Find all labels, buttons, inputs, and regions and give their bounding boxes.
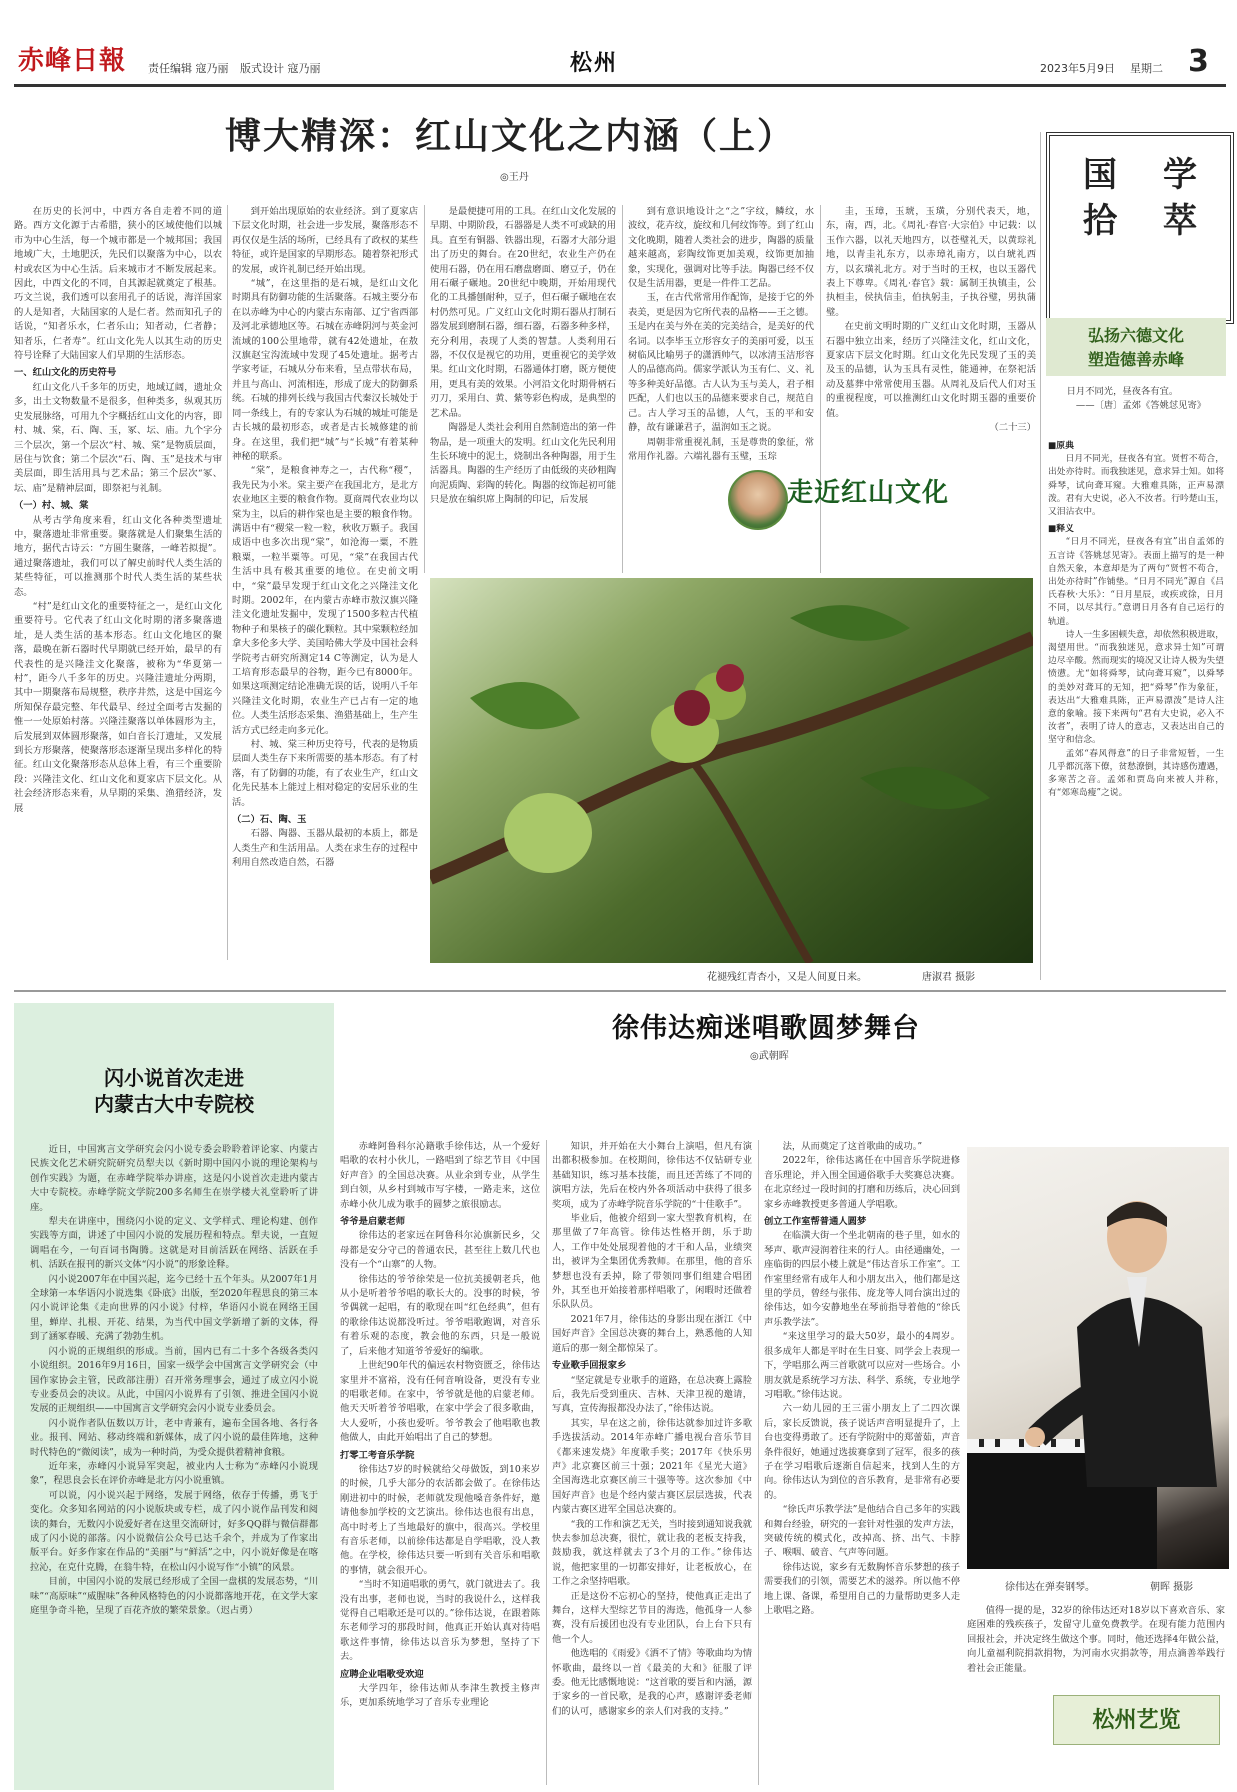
paragraph: 六一幼儿园的王三雷小朋友上了二四次课后，家长反馈说，孩子说话声音明显提升了，上台也变得勇敢了。还有学院附中的郑蕾茹，声音条件很好，她通过选拔赛拿到了冠军，很多的孩子在学习唱歌后逐渐自信起来，找到人生的方向。徐伟达认为到位的音乐教育，是非常有必要的。 [764, 1403, 960, 1501]
guoxue-char: 国 [1083, 155, 1117, 195]
paragraph: “来这里学习的最大50岁，最小的4周岁。很多成年人都是平时在生日宴、同学会上表现一下，学唱那么两三首歌就可以应对一些场合。小朋友就是系统学习方法、科学、系统，专业地学习唱歌。”徐伟达说。 [764, 1331, 960, 1400]
series-number: （二十三） [989, 422, 1036, 434]
paragraph: 他选唱的《雨爱》《洒不了情》等歌曲均为情怀歌曲，最终以一首《最美的大和》征服了评委。他无比感慨地说：“这首歌的要旨和内涵，源于家乡的一首民歌，是我的心声，感谢评委老师们的认可，感谢家乡的亲人们对我的支持。” [552, 1648, 752, 1717]
article1-col3 [430, 205, 616, 573]
pianist-illustration [967, 1147, 1229, 1569]
article1-byline: ◎王丹 [500, 172, 529, 183]
paragraph: 闪小说的正规组织的形成。当前，国内已有二十多个各级各类闪小说组织。2016年9月16日，国家一级学会中国寓言文学研究会（中国作家协会主管，民政部注册）召开常务理事会，通过了成立闪小说专业委员会的决议。从此，中国闪小说界有了引领、推进全国闪小说发展的正规组织——中国寓言文学研究会闪小说专业委员会。 [30, 1345, 318, 1415]
paragraph: 圭，玉璋，玉琥，玉璜，分别代表天，地，东，南，西，北。《周礼·春官·大宗伯》中记载：以玉作六器，以礼天地四方，以苍璧礼天，以黄琮礼地，以青圭礼东方，以赤璋礼南方，以白琥礼西方，以玄璜礼北方。对于当时的王权，也以玉器代表上下尊卑。《周礼·春官》载：属制王执镇圭，公执桓圭，侯执信圭，伯执躬圭，子执谷璧，男执蒲璧。 [826, 206, 1036, 318]
flash-fiction-panel [14, 1003, 334, 1790]
paragraph: 在史前文明时期的广义红山文化时期，玉器从石器中独立出来，经历了兴隆洼文化，红山文化，夏家店下层文化时期。红山文化先民发现了玉的美及玉的品德，认为玉具有灵性，能通神，在祭祀活动及墓葬中常常使用玉器。从周礼及后代人们对玉的重视程度，可以推测红山文化时期玉器的重要价值。 [826, 321, 1036, 419]
apricot-branch-illustration [430, 578, 1033, 963]
photo1-credit: 唐淑君 摄影 [922, 972, 976, 983]
issue-date: 2023年5月9日 [1040, 62, 1115, 75]
paragraph: 2022年，徐伟达离任在中国音乐学院进修音乐理论，并入围全国通俗歌手大奖赛总决赛。在北京经过一段时间的打磨和历练后，决心回到家乡赤峰教授更多普通人学唱歌。 [764, 1155, 960, 1210]
article2-body [30, 1143, 318, 1763]
apricot-photo [430, 578, 1033, 963]
sidebar-divider [1040, 132, 1041, 980]
editor-credit: 责任编辑 寇乃丽 [148, 62, 229, 75]
paragraph: 近年来，赤峰闪小说异军突起，被业内人士称为“赤峰闪小说现象”，程思良会长在评价赤峰是北方闪小说重镇。 [30, 1460, 318, 1487]
pianist-photo [967, 1147, 1229, 1569]
paragraph: “徐氏声乐教学法”是他结合自己多年的实践和舞台经验，研究的一套针对性强的发声方法，突破传统的模式化，改掉高、挤、出气、卡脖子、喉咽、破音、气声等问题。 [764, 1504, 960, 1559]
guoxue-char: 拾 [1083, 201, 1117, 241]
article1-headline: 博大精深：红山文化之内涵（上） [225, 115, 796, 157]
column-divider [758, 1140, 759, 1785]
paragraph: 徐伟达说，家乡有无数胸怀音乐梦想的孩子需要我们的引领，需要艺术的滋养。所以他不停地上课、备课，希望用自己的力量帮助更多人走上歌唱之路。 [764, 1561, 960, 1616]
column-divider [424, 205, 425, 573]
guoxue-source: ——〔唐〕孟郊《答姚怤见寄》 [1075, 400, 1207, 412]
photo2-credit: 朝晖 摄影 [1150, 1582, 1194, 1593]
column-divider [622, 205, 623, 573]
paragraph: 犁夫在讲座中，围绕闪小说的定义、文学样式、理论构建、创作实践等方面，讲述了中国闪小说的发展历程和特点。犁夫说，一直短调唱在今，一句百词书陶腾。这就是对目前活跃在网络、活跃在手机、活跃在报刊的新兴文体“闪小说”的形象诠释。 [30, 1216, 318, 1271]
subheading: 创立工作室帮普通人圆梦 [764, 1216, 867, 1228]
paragraph: 在历史的长河中，中西方各自走着不同的道路。西方文化源于古希腊，狭小的区域使他们以城市为中心生活，每一个城市都是一个城邦国；我国地域广大，土地肥沃，先民们以聚落为中心，以农村或农区为中心生活。后来城市才不断发展起来。因此，中西文化的不同，自其源起就奠定了根基。巧文兰说，我们透可以套用孔子的话说，海洋国家的人是知者，大陆国家的人是仁者。然而知孔子的话说，“知者乐水，仁者乐山；知者动，仁者静；知者乐，仁者寿”。红山文化先人以其生动的历史符号诠释了大陆国家人们早期的生活形态。 [14, 206, 222, 362]
paragraph: 徐伟达7岁的时候就给父母做饭，到10来岁的时候，几乎大部分的农活都会做了。在徐伟达刚进初中的时候，老师就发现他嗓音条件好，邀请他参加学校的文艺演出。徐伟达也很有出息，高中时考上了当地最好的旗中，很高兴。学校里有音乐老师，以前徐伟达都是自学唱歌，没人教他。在学校，徐伟达只要一听到有关音乐和唱歌的事情，就会很开心。 [340, 1463, 540, 1576]
paragraph: 目前，中国闪小说的发展已经形成了全国一盘棋的发展态势，“川味”“高原味”“威腥味”各种风格特色的闪小说都落地开花，在文学大家庭里争奇斗艳，呈现了百花齐放的繁荣景象。（迟占勇） [30, 1576, 318, 1616]
paragraph: 徐伟达的爷爷徐荣是一位抗美援朝老兵，他从小是听着爷爷唱的歌长大的。没事的时候，爷爷偶就一起唱，有的歌现在叫“红色经典”，但有的歌徐伟达说都没听过。爷爷唱歌跑调，对音乐有着乐观的态度，教会他的东西，只是一般说了，后来他才知道爷爷爱好的编歌。 [340, 1273, 540, 1357]
explain-paragraph: 孟郊“春风得意”的日子非常短暂，一生几乎都沉落下僚，贫愁潦倒，其诗感伤遭遇，多寒苦之音。孟郊和贾岛向来被人并称，有“郊寒岛瘦”之说。 [1048, 748, 1224, 799]
article3-headline: 徐伟达痴迷唱歌圆梦舞台 [612, 1013, 920, 1044]
paragraph: 从考古学角度来看，红山文化各种类型遗址中，聚落遗址非常重要。聚落就是人们聚集生活的地方，据代古诗云：“方圆生聚落，一峰若拟提”。通过聚落遗址，我们可以了解史前时代人类生活的某些特征，可以推测那个时代人类生活的某些状态。 [14, 514, 222, 598]
photo1-caption: 花褪残红青杏小，又是人间夏日来。 [707, 972, 867, 983]
paragraph: “城”，在这里指的是石城，是红山文化时期具有防御功能的生活聚落。石城主要分布在以赤峰为中心的内蒙古东南部、辽宁省西部及河北承德地区等。石城在赤峰阴河与英金河流域的100公里地带，就有42处遗址，在敖汉旗赵宝沟流域中发现了45处遗址。据考古学家考证，石城从分布来看，呈点带状布局，并且与高山、河流相连，形成了庞大的防御系统。石城的排列长线与我国古代秦汉长城处于同一条线上，有的专家认为石城的城址可能是古长城的最初形态，或者是古长城修建的前身。在这里，我们把“城”与“长城”有着某种神秘的联系。 [232, 278, 418, 462]
subheading: （二）石、陶、玉 [232, 814, 307, 826]
article1-col2 [232, 205, 418, 960]
paragraph: 村、城、棠三种历史符号，代表的是物质层面人类生存下来所需要的基本形态。有了村落，有了防御的功能，有了农业生产，红山文化先民基本上能过上相对稳定的安居乐业的生活。 [232, 739, 418, 808]
original-text: 日月不同光，昼夜各有宜。贤哲不苟合，出处亦待时。而我独迷见，意求异士知。如将舜琴，试向聋耳窥。大雅难具陈，正声易漂泼。君有大史说，必入不汝者。行吟楚山玉，又泪沾衣中。 [1048, 454, 1224, 518]
columnist-avatar [728, 470, 788, 530]
paragraph: “当时不知道唱歌的勇气，就门就进去了。我没有出事，老师也说，当时的我说什么，这样我觉得自己唱歌还是可以的。”徐伟达说，在跟着陈东老师学习的那段时间，他真正开始认真对待唱歌这件事情，徐伟达以音乐为梦想，坚持了下去。 [340, 1579, 540, 1663]
section-title: 松州 [570, 50, 619, 76]
headline-line: 闪小说首次走进 [104, 1066, 244, 1090]
subheading: （一）村、城、棠 [14, 500, 89, 512]
subheading: 一、红山文化的历史符号 [14, 367, 117, 379]
explain-paragraph: 诗人一生多困顿失意，却依然积极进取，渴望用世。“而我独迷见，意求异士知”可谓边尽辛酸。然而现实的境况又让诗人极为失望愤懑。尤“如将舜琴，试向聋耳窥”，以舜琴的美妙对聋耳的无知，把“舜琴”作为象征，表达出“大雅难具陈，正声易漂泼”是诗人注意的象喻。接下来两句“君有大史说，必入不汝者”，表明了诗人的意志，又表达出自己的坚守和信念。 [1048, 629, 1224, 746]
slogan-line: 弘扬六德文化 [1087, 326, 1184, 345]
guoxue-body [1048, 440, 1224, 980]
slogan-banner [1046, 318, 1226, 376]
guoxue-char: 萃 [1163, 201, 1197, 241]
paragraph: 徐伟达的老家远在阿鲁科尔沁旗新民乡，父母都是安分守己的普通农民，甚至往上数几代也没有一个“山寨”的人物。 [340, 1230, 540, 1271]
paragraph: 近日，中国寓言文学研究会闪小说专委会聆聆着评论家、内蒙古民族文化艺术研究院研究员犁夫以《新时期中国闪小说的理论架构与创作实践》为题，在赤峰学院举办讲座，这是闪小说首次走进内蒙古大中专院校。赤峰学院文学院200多名师生在崇学楼大礼堂聆听了讲座。 [30, 1144, 318, 1213]
section-logo: 松州艺览 [1053, 1695, 1220, 1745]
paragraph: 赤峰阿鲁科尔沁籍歌手徐伟达，从一个爱好唱歌的农村小伙儿，一路唱到了综艺节目《中国好声音》的全国总决赛。从业余到专业，从学生到白领，从乡村到城市写字楼，一路走来，这位赤峰小伙儿成为歌手的圆梦之旅很励志。 [340, 1141, 540, 1210]
designer-credit: 版式设计 寇乃丽 [240, 62, 321, 75]
paragraph: 石器、陶器、玉器从最初的本质上，都是人类生产和生活用品。人类在求生存的过程中利用自然改造自然，石器 [232, 828, 418, 869]
paragraph: 是最便捷可用的工具。在红山文化发展的早期、中期阶段，石器器是人类不可或缺的用具。直至有铜器、铁器出现，石器才大部分退出了历史的舞台。在20世纪，农业生产仍在使用石器，仍在用石磨盘磨面、磨豆子，仍在用石碾子碾地。20世纪中晚期，开始用现代化的工具播刨耐种，豆子，但石碾子碾地在农村仍然可见。广义红山文化时期石器从打制石器发展到磨制石器，细石器，石器多种多样，充分利用，表现了人类的智慧。人类利用石器，不仅仅是视它的功用，更重视它的美学效果。红山文化时期，石器通体打磨，既方便使用，更具有美的效果。小河沿文化时期骨柄石刃刀，采用白、黄、紫等彩色构成，是典型的艺术品。 [430, 206, 616, 419]
paragraph: 值得一提的是，32岁的徐伟达还对18岁以下喜欢音乐、家庭困难的残疾孩子，发留守儿童免费教学。在现有能力范围内回报社会，并决定终生做这个事。同时，他还选择4年做公益，向儿童福利院捐款捐物，为河南水灾捐款等，用点滴善举践行着社会正能量。 [967, 1605, 1225, 1674]
paragraph: “坚定就是专业歌手的道路，在总决赛上露脸后，我先后受到重庆、吉林、天津卫视的邀请，写真，宣传海报都没办法了，”徐伟达说。 [552, 1374, 752, 1415]
paragraph: “棠”，是粮食神寿之一，古代称“稷”，我先民为小米。棠主要产在我国北方，是北方农业地区主要的粮食作物。夏商周代农业均以棠为主，以后的耕作棠也是主要的粮食作物。满语中有“稷棠一粒一粒，秋收万颗子。我国成语中也多次出现“棠”，如沧海一粟，不胜粮粟，一粒半粟等。可见，“棠”在我国古代生活中具有极其重要的地位。在史前文明中，“棠”最早发现于红山文化之兴隆洼文化时期。2002年，在内蒙古赤峰市敖汉旗兴隆洼文化遗址发掘中，发现了1500多粒古代植物种子和果核子的碳化颗粒。其中棠颗粒经加拿大多伦多大学、美国哈佛大学及中国社会科学院考古研究所测定14 C等测定，认为是人工培育形态最早的谷物，距今已有8000年。如果这项测定结论准确无误的话，说明八千年兴隆洼文化时期，农业生产已占有一定的地位。人类生活形态采集、渔猎基础上，生产生活方式已经走向多元化。 [232, 465, 418, 736]
subheading: 应聘企业唱歌受欢迎 [340, 1668, 424, 1680]
article1-col4 [628, 205, 814, 480]
paragraph: 到有意识地设计之“之”字纹，鳞纹，水波纹，花卉纹，旋纹和几何纹饰等。到了红山文化晚期，随着人类社会的进步，陶器的质量越来越高，彩陶纹饰更加美观，纹饰更加抽象，实现化，强调对比等手法。陶器已经不仅仅是生活用器，更是一件件工艺品。 [628, 206, 814, 290]
paragraph: 毕业后，他被介绍到一家大型教育机构，在那里做了7年高管。徐伟达性格开朗，乐于助人，工作中处处展现着他的才干和人品，业绩突出，被评为全集团优秀教师。在那里，他的音乐梦想也没有丢掉，除了带领同事们组建合唱团外，其至也开始接着那样唱歌了，闲暇时还做着乐队队员。 [552, 1213, 752, 1311]
guoxue-char: 学 [1163, 155, 1197, 195]
guoxue-quote-block [1048, 385, 1224, 430]
paragraph: 周朝非常重视礼制，玉是尊贵的象征，常常用作礼器。六端礼器有玉璧，玉琮 [628, 436, 814, 462]
paragraph: 闪小说2007年在中国兴起，迄今已经十五个年头。从2007年1月全球第一本华语闪小说选集《卧底》出版，至2020年程思良的第三本闪小说评论集《走向世界的闪小说》付梓，华语闪小说在网络王国里，蝉岸、扎根、开花、结果，为当代中国文学新增了新的文体，得到了涵冢春暖、充满了勃勃生机。 [30, 1273, 318, 1343]
column-divider [227, 205, 228, 960]
article3-col1 [340, 1140, 540, 1785]
paragraph: 2021年7月，徐伟达的身影出现在浙江《中国好声音》全国总决赛的舞台上，熟悉他的人知道后的那一刻全都惊呆了。 [552, 1313, 752, 1354]
article3-col2 [552, 1140, 752, 1785]
subheading: 专业歌手回报家乡 [552, 1360, 627, 1372]
paragraph: 大学四年，徐伟达师从李津生教授主修声乐，更加系统地学习了音乐专业理论 [340, 1683, 540, 1709]
paragraph: 在临潢大街一个坐北朝南的巷子里，如水的琴声、歌声浸润着往来的行人。由径通幽处，一座临街的四层小楼上就是“伟达音乐工作室”。工作室里经常有成年人和小朋友出入，他们都是这里的学员，曾经与张伟、庞龙等人同台演出过的徐伟达，如今安静地坐在琴前指导着他的“徐氏声乐教学法”。 [764, 1230, 960, 1328]
article3-byline: ◎武朝晖 [750, 1051, 789, 1062]
paragraph: 上世纪90年代的偏远农村物资匮乏，徐伟达家里并不富裕，没有任何音响设备，更没有专业的唱歌老师。在家中，爷爷就是他的启蒙老师。他天天听着爷爷唱歌，在家中学会了很多歌曲，大人爱听，小孩也爱听。爷爷教会了他唱歌也教他做人，由此开始唱出了自己的梦想。 [340, 1360, 540, 1444]
paragraph: 正是这份不忘初心的坚持，使他真正走出了舞台，这样大型综艺节目的海选，他孤身一人参赛，没有后援团也没有专业团队，台上台下只有他一个人。 [552, 1590, 752, 1645]
article1-col1 [14, 205, 222, 960]
page-number: 3 [1188, 44, 1209, 79]
original-heading: ■原典 [1048, 441, 1074, 451]
explain-paragraph: “日月不同光，昼夜各有宜”出自孟郊的五言诗《答姚怤见寄》。表面上描写的是一种自然天象，本意却是为了两句“贤哲不苟合，出处亦待时”作铺垫。“日月不同光”源自《吕氏春秋·大乐》：“日月星辰，或疾或徐，日月不同，以尽其行。”意谓日月各有自己运行的轨道。 [1048, 537, 1224, 627]
masthead-rule [14, 84, 1226, 87]
paragraph: 红山文化八千多年的历史，地域辽阔，遗址众多，出土文物数量不是很多，但种类多，纵观其历史发展脉络，可用九个字概括红山文化的内容，即村、城、棠，石、陶、玉，冢、坛、庙。九个字分三个层次，第一个层次“村、城、棠”是物质层面，居住与饮食；第二个层次“石、陶、玉”是技术与审美层面，即生活用具与艺术品；第三个层次“冢、坛、庙”是精神层面，即祭祀与礼制。 [14, 381, 222, 494]
slogan-line: 塑造德善赤峰 [1087, 350, 1184, 369]
paragraph: 玉，在古代常常用作配饰，是接于它的外表美，更是因为它所代表的品格——王之德。玉是内在美与外在美的完美结合，是美好的代名词。以李毕玉立形容女子的美丽可爱，以玉树临风比喻男子的潇洒帅气，以冰清玉洁形容人的品德高尚。儒家学派认为玉有仁、义、礼等多种美好品德。古人认为玉与美人，君子相匹配，人们也以玉的品德来要求自己，规范自己。古人学习玉的品德，人气，玉的平和安静，故有谦谦君子，温润如玉之说。 [628, 292, 814, 434]
paragraph: “村”是红山文化的重要特征之一，是红山文化重要符号。它代表了红山文化时期的渚多聚落遗址，是人类生活的基本形态。红山文化地区的聚落，最晚在新石器时代早期就已经开始，最早的有代表性的是兴隆洼文化聚落，被称为“华夏第一村”，距今八千多年的历史。兴隆洼遗址分两期，其中一期聚落布局规整，秩序井然，这是中国迄今所知保存最完整、年代最早、经过全面考古发掘的惟一一处原始村落。兴隆洼聚落以单体圆形为主，后发展到双体圆形聚落，如白音长汀遗址，又发展到长方形聚落，使聚落形态逐渐呈现出多样化的特征。红山文化聚落形态从总体上看，有三个重要阶段：兴隆洼文化、红山文化和夏家店下层文化。从社会经济形态来看，从早期的采集、渔猎经济，发展 [14, 600, 222, 814]
paragraph: “我的工作和演艺无关，当时接到通知说我就快去参加总决赛，很忙，就让我的老板支持我，鼓励我，就这样就去了3个月的工作。”徐伟达说，他把家里的一切都安排好，让老板放心，在工作之余坚持唱歌。 [552, 1518, 752, 1588]
paragraph: 陶器是人类社会利用自然制造出的第一件物品，是一项重大的发明。红山文化先民利用生长环境中的泥土，烧制出各种陶器，用于生活器具。陶器的生产经历了由低级的夹砂粗陶向泥质陶、彩陶的转化。陶器的纹饰起初可能只是放在编织席上陶制的印记，后发展 [430, 422, 616, 506]
photo2-caption: 徐伟达在弹奏钢琴。 [1005, 1582, 1095, 1593]
article3-col4 [967, 1604, 1225, 1689]
column-divider [820, 205, 821, 573]
paragraph: 其实，早在这之前，徐伟达就参加过许多歌手选拔活动。2014年赤峰广播电视台音乐节目《都来速发烧》年度歌手奖；2017年《快乐男声》北京赛区前三十强；2021年《星光大道》全国海选北京赛区前三十强等等。这次参加《中国好声音》也是个经内蒙古赛区层层选拔，代表内蒙古赛区进军全国总决赛的。 [552, 1417, 752, 1516]
issue-weekday: 星期二 [1130, 62, 1163, 75]
subheading: 打零工考音乐学院 [340, 1449, 415, 1461]
article2-headline [14, 1065, 334, 1117]
guoxue-logo [1046, 132, 1234, 324]
headline-line: 内蒙古大中专院校 [94, 1092, 254, 1116]
subheading: 爷爷是启蒙老师 [340, 1216, 406, 1228]
guoxue-quote: 日月不同光，昼夜各有宜。 [1066, 386, 1179, 397]
section-rule [14, 990, 1226, 992]
newspaper-logo: 赤峰日報 [18, 46, 127, 76]
column-divider [546, 1140, 547, 1785]
paragraph: 可以说，闪小说兴起于网络，发展于网络，依存于传播，勇飞于变化。众多知名网站的闪小说版块或专栏，成了闪小说作品刊发和阅读的舞台，无数闪小说爱好者在这里交流研讨，好多QQ群与微信群都成了闪小说的部落。闪小说微信公众号已达千余个，并成为了作家出版平台。好多作家在作品的“美丽”与“鲜活”之中，闪小说好像是在喀拉沁，在克什克腾，在翁牛特，在松山闪小说写作“小镇”的风景。 [30, 1489, 318, 1573]
article1-col5 [826, 205, 1036, 480]
column-tag: 走近红山文化 [787, 478, 950, 508]
paragraph: 闪小说作者队伍数以万计，老中青兼有，遍布全国各地、各行各业。报刊、网站、移动终端和新媒体，成了闪小说的最佳阵地，这种时代特色的“微阅读”，成为一种时尚，为受众提供着精神食粮。 [30, 1417, 318, 1458]
paragraph: 到开始出现原始的农业经济。到了夏家店下层文化时期，社会进一步发展，聚落形态不再仅仅是生活的场所，已经具有了政权的某些特征，或许是国家的早期形态。随着祭祀形式的发展，或许礼制已经开始出现。 [232, 206, 418, 275]
explain-heading: ■释义 [1048, 524, 1074, 535]
paragraph: 法，从而奠定了这首歌曲的成功。” [782, 1141, 923, 1152]
paragraph: 知识，并开始在大小舞台上演唱，但凡有演出都积极参加。在校期间，徐伟达不仅钻研专业基础知识，练习基本技能，而且还苦练了不同的演唱方法，先后在校内外各项活动中获得了很多奖项，成为了赤峰学院音乐学院的“十佳歌手”。 [552, 1141, 752, 1210]
article3-col3 [764, 1140, 960, 1785]
